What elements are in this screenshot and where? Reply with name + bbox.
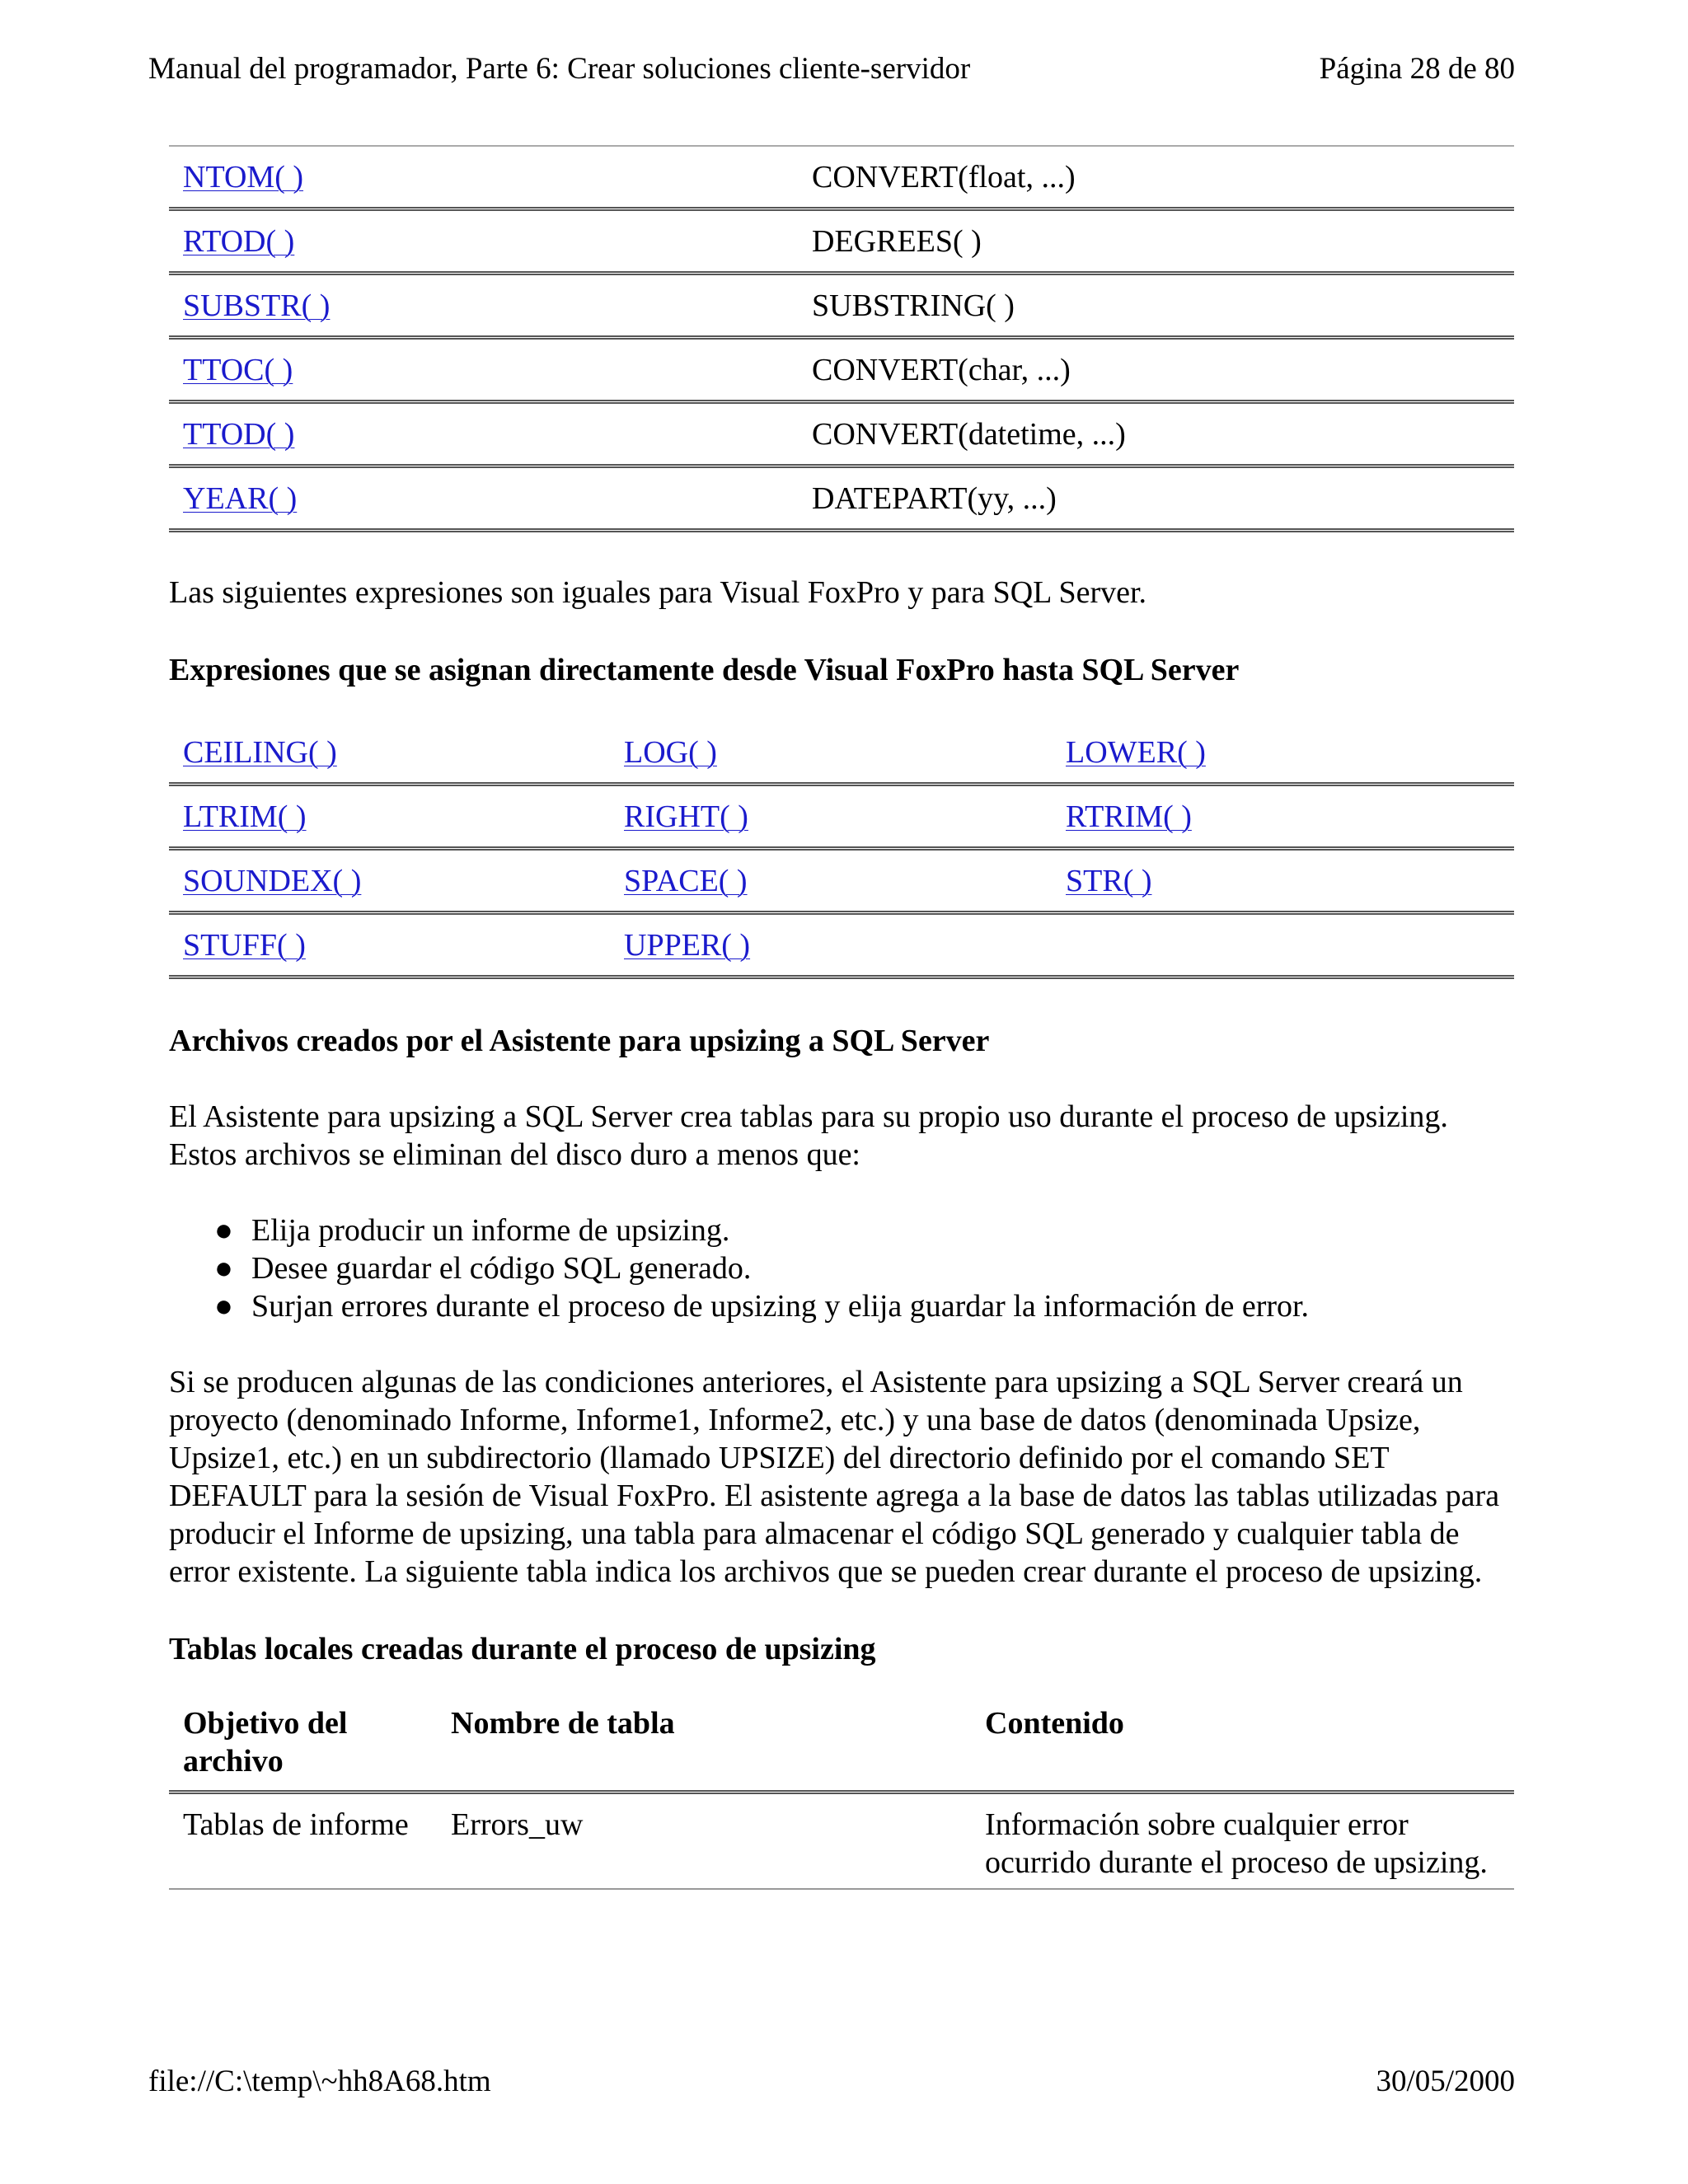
sql-equivalent: CONVERT(datetime, ...): [812, 416, 1126, 452]
table-row: [169, 786, 1514, 851]
page-footer: [148, 2060, 1515, 2102]
file-path: file://C:\temp\~hh8A68.htm: [148, 2064, 491, 2098]
column-header: Contenido: [985, 1706, 1124, 1741]
function-link[interactable]: LOWER( ): [1066, 734, 1206, 770]
doc-title: Manual del programador, Parte 6: Crear soluciones cliente-servidor: [148, 51, 971, 86]
paragraph-same-expressions: Las siguientes expresiones son iguales para Visual FoxPro y para SQL Server.: [169, 575, 1147, 610]
function-mapping-table: [169, 145, 1514, 532]
table-row: [169, 147, 1514, 211]
page-header: [148, 48, 1515, 89]
paragraph-conditions: Si se producen algunas de las condiciones anteriores, el Asistente para upsizing a SQL Server creará un proyecto (denominado Informe, Informe1, Informe2, etc.) y una base de datos (denominada Upsize, Upsize1, etc.) en un subdirectorio (llamado UPSIZE) del directorio definido por el comando SET DEFAULT para la sesión de Visual FoxPro. El asistente agrega a la base de datos las tablas utilizadas para producir el Informe de upsizing, una tabla para almacenar el código SQL generado y cualquier tabla de error existente. La siguiente tabla indica los archivos que se pueden crear durante el proceso de upsizing.: [169, 1365, 1500, 1589]
table-row: [169, 1794, 1514, 1890]
function-link[interactable]: SOUNDEX( ): [183, 863, 362, 898]
list-item: ● Desee guardar el código SQL generado.: [214, 1251, 752, 1286]
function-link[interactable]: NTOM( ): [183, 159, 304, 194]
heading-direct-expressions: Expresiones que se asignan directamente desde Visual FoxPro hasta SQL Server: [169, 653, 1240, 687]
table-row: [169, 851, 1514, 915]
list-item: ● Elija producir un informe de upsizing.: [214, 1213, 730, 1248]
function-link[interactable]: STR( ): [1066, 863, 1152, 898]
function-link[interactable]: RTRIM( ): [1066, 799, 1192, 834]
bullet-icon: ●: [214, 1251, 233, 1286]
function-link[interactable]: RIGHT( ): [624, 799, 748, 834]
table-cell: Información sobre cualquier error ocurrido durante el proceso de upsizing.: [985, 1807, 1488, 1880]
function-link[interactable]: SUBSTR( ): [183, 288, 331, 323]
conditions-list: [169, 1212, 1514, 1325]
sql-equivalent: SUBSTRING( ): [812, 288, 1015, 323]
direct-expressions-table: [169, 722, 1514, 979]
paragraph-upsizing-files: El Asistente para upsizing a SQL Server crea tablas para su propio uso durante el proceso de upsizing. Estos archivos se eliminan del disco duro a menos que:: [169, 1099, 1448, 1172]
table-cell: Errors_uw: [451, 1807, 584, 1842]
function-link[interactable]: TTOD( ): [183, 416, 295, 452]
function-link[interactable]: RTOD( ): [183, 223, 295, 259]
table-row: [169, 915, 1514, 979]
sql-equivalent: CONVERT(float, ...): [812, 159, 1076, 194]
bullet-icon: ●: [214, 1213, 233, 1248]
function-link[interactable]: LTRIM( ): [183, 799, 307, 834]
local-tables-table: [169, 1693, 1514, 1890]
table-row: [169, 211, 1514, 275]
print-date: 30/05/2000: [1376, 2064, 1515, 2098]
column-header: Objetivo del archivo: [183, 1706, 348, 1779]
table-header-row: [169, 1693, 1514, 1794]
function-link[interactable]: UPPER( ): [624, 927, 751, 963]
function-link[interactable]: STUFF( ): [183, 927, 306, 963]
page-content: [169, 145, 1514, 1890]
function-link[interactable]: CEILING( ): [183, 734, 337, 770]
heading-upsizing-files: Archivos creados por el Asistente para upsizing a SQL Server: [169, 1024, 990, 1058]
bullet-icon: ●: [214, 1289, 233, 1324]
table-row: [169, 340, 1514, 404]
column-header: Nombre de tabla: [451, 1706, 675, 1741]
table-row: [169, 404, 1514, 468]
list-item: ● Surjan errores durante el proceso de upsizing y elija guardar la información de error.: [214, 1289, 1310, 1324]
function-link[interactable]: SPACE( ): [624, 863, 748, 898]
sql-equivalent: DATEPART(yy, ...): [812, 480, 1057, 516]
table-row: [169, 468, 1514, 532]
table-cell: Tablas de informe: [183, 1807, 409, 1842]
function-link[interactable]: LOG( ): [624, 734, 717, 770]
sql-equivalent: DEGREES( ): [812, 223, 982, 259]
heading-local-tables: Tablas locales creadas durante el proceso de upsizing: [169, 1632, 876, 1666]
table-row: [169, 722, 1514, 786]
function-link[interactable]: YEAR( ): [183, 480, 298, 516]
page-number: Página 28 de 80: [1319, 51, 1515, 86]
sql-equivalent: CONVERT(char, ...): [812, 352, 1071, 387]
function-link[interactable]: TTOC( ): [183, 352, 293, 387]
table-row: [169, 275, 1514, 340]
